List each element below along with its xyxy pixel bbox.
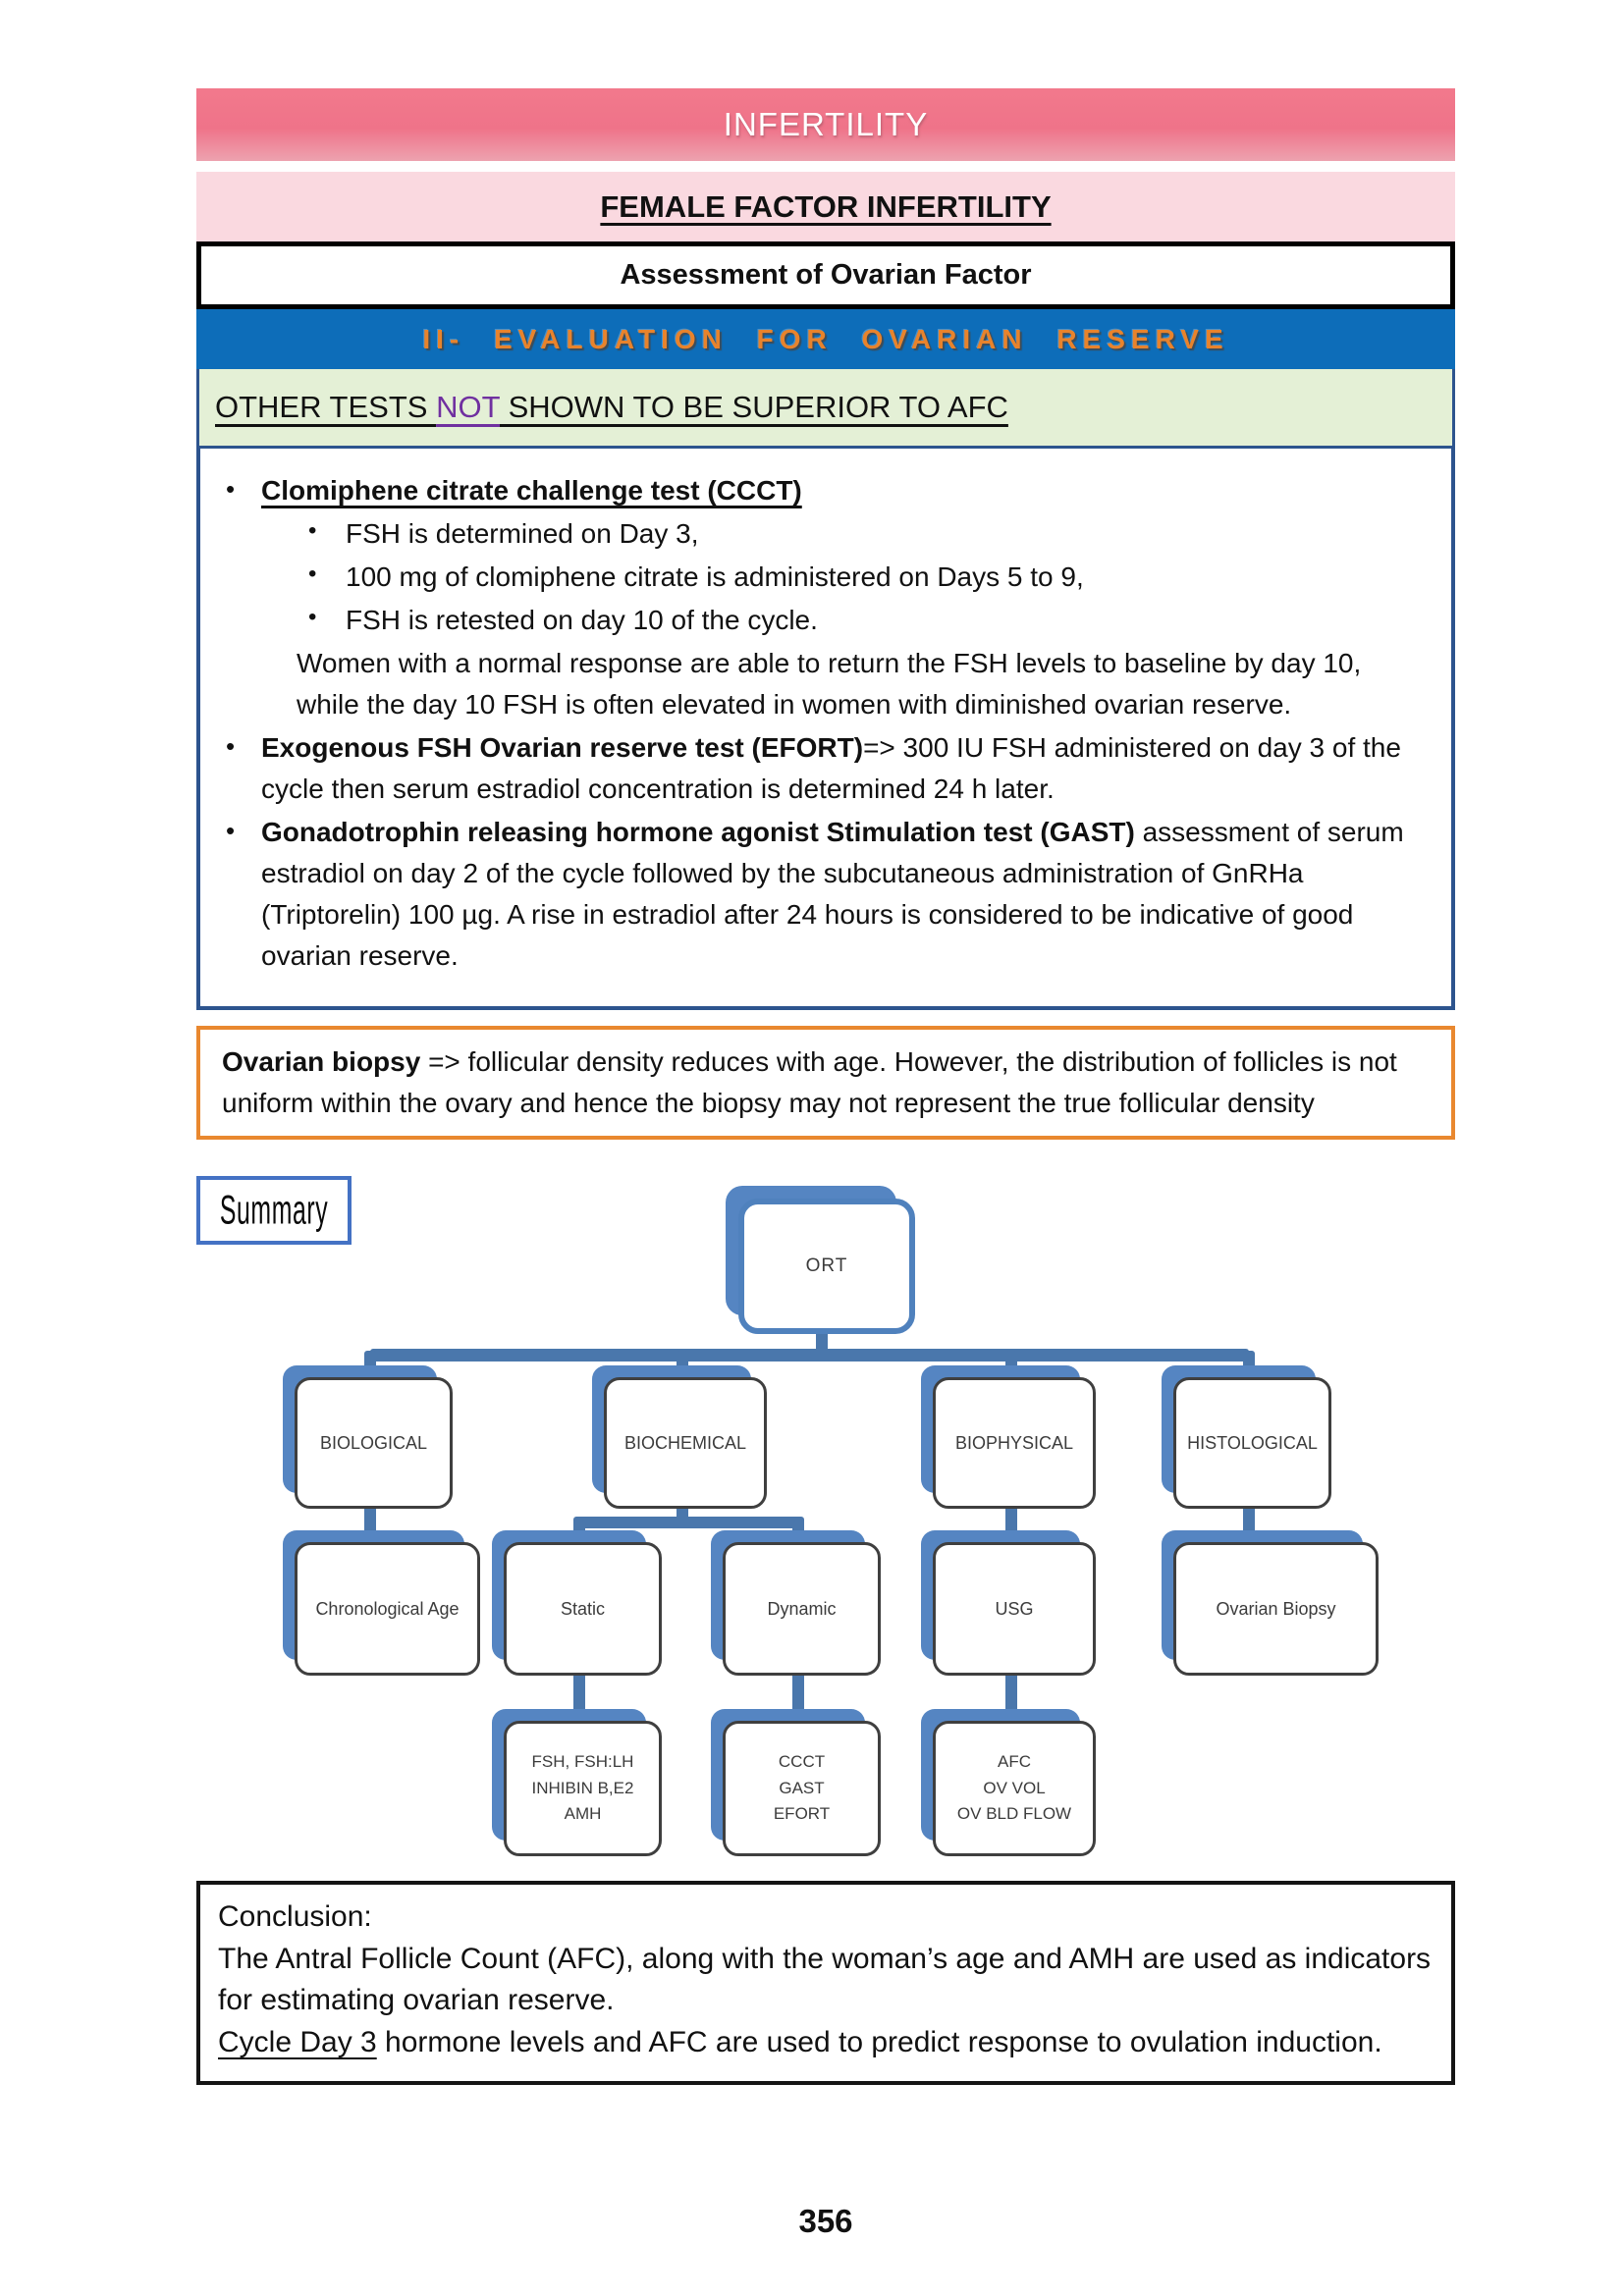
fc-node-usg (933, 1542, 1096, 1676)
connector-biological-drop (364, 1503, 376, 1544)
bullet-icon: • (226, 731, 236, 761)
list-item (226, 727, 1426, 810)
ccct-step: 100 mg of clomiphene citrate is administered on Days 5 to 9, (346, 561, 1084, 592)
connector-stub (677, 1351, 688, 1378)
fc-node-line: OV BLD FLOW (956, 1804, 1072, 1824)
ccct-title: Clomiphene citrate challenge test (CCCT) (261, 475, 802, 506)
list-item (308, 557, 1426, 598)
fc-node-line: FSH, FSH:LH (531, 1752, 634, 1772)
gast-title: Gonadotrophin releasing hormone agonist Stimulation test (GAST) (261, 817, 1135, 847)
fc-node-ovarian-biopsy (1173, 1542, 1379, 1676)
connector-stub (364, 1351, 376, 1378)
conclusion-line (218, 2022, 1434, 2064)
fc-node-static-tests (504, 1721, 662, 1856)
connector-biochemical-bar (573, 1517, 804, 1528)
highlight-not: NOT (436, 390, 500, 424)
page-number: 356 (798, 2203, 853, 2240)
highlight-text (215, 390, 1008, 425)
conclusion-heading: Conclusion: (218, 1900, 372, 1933)
connector-histological-drop (1243, 1503, 1255, 1544)
fc-node-biophysical (933, 1377, 1096, 1509)
conclusion-line: The Antral Follicle Count (AFC), along with the woman’s age and AMH are used as indicators for estimating ovarian reserve. (218, 1942, 1432, 2017)
connector-usg-drop (1005, 1670, 1017, 1721)
biopsy-title: Ovarian biopsy (222, 1046, 421, 1077)
summary-label-box (196, 1176, 352, 1245)
fc-node-line: EFORT (773, 1804, 831, 1824)
chapter-banner (196, 88, 1455, 161)
connector-stub (573, 1521, 585, 1544)
fc-node-line: OV VOL (983, 1778, 1046, 1797)
ccct-step: FSH is determined on Day 3, (346, 518, 699, 549)
conclusion-box (196, 1881, 1455, 2085)
ccct-note: Women with a normal response are able to return the FSH levels to baseline by day 10, while the day 10 FSH is often elevated in women with diminished ovarian reserve. (297, 648, 1362, 720)
fc-node-label: BIOPHYSICAL (954, 1432, 1074, 1453)
fc-node-label: Chronological Age (315, 1598, 460, 1619)
fc-node-usg-tests (933, 1721, 1096, 1856)
fc-node-biological (295, 1377, 453, 1509)
list-item (226, 470, 1426, 511)
connector-stub (1243, 1351, 1255, 1378)
biopsy-desc: => follicular density reduces with age. However, the distribution of follicles is not uniform within the ovary and hence the biopsy may not represent the true follicular density (222, 1046, 1397, 1118)
gast-desc: assessment of serum estradiol on day 2 of the cycle followed by the subcutaneous administration of GnRHa (Triptorelin) 100 µg. A rise in estradiol after 24 hours is considered to be indicative of good ovarian reserve. (261, 817, 1404, 971)
connector-stub (792, 1521, 804, 1544)
ort-summary-diagram (196, 1140, 1455, 1881)
section-title: FEMALE FACTOR INFERTILITY (600, 188, 1052, 224)
fc-node-label: ORT (805, 1255, 848, 1277)
fc-node-label: BIOCHEMICAL (623, 1432, 747, 1453)
fc-node-biochemical (604, 1377, 767, 1509)
subsection-box (196, 241, 1455, 309)
summary-label: Summary (219, 1187, 329, 1233)
ovarian-biopsy-box (196, 1026, 1455, 1140)
conclusion-cycle-day: Cycle Day 3 (218, 2025, 377, 2058)
fc-node-static (504, 1542, 662, 1676)
fc-node-dynamic-tests (723, 1721, 881, 1856)
connector-biophysical-drop (1005, 1503, 1017, 1544)
conclusion-rest: hormone levels and AFC are used to predict response to ovulation induction. (376, 2025, 1382, 2058)
bullet-icon: • (226, 816, 236, 845)
connector-static-drop (573, 1670, 585, 1721)
fc-node-line: AFC (998, 1752, 1031, 1772)
fc-node-label: Static (560, 1598, 606, 1619)
highlight-post: SHOWN TO BE SUPERIOR TO AFC (499, 390, 1008, 424)
efort-title: Exogenous FSH Ovarian reserve test (EFORT) (261, 732, 864, 763)
topic-banner (196, 309, 1455, 369)
fc-node-histological (1173, 1377, 1331, 1509)
list-item (226, 812, 1426, 977)
connector-dynamic-drop (792, 1670, 804, 1721)
fc-node-dynamic (723, 1542, 881, 1676)
fc-node-line: CCCT (778, 1752, 826, 1772)
section-banner (196, 172, 1455, 241)
fc-node-label: Ovarian Biopsy (1216, 1598, 1336, 1619)
bullet-icon: • (308, 517, 317, 544)
fc-node-label: HISTOLOGICAL (1187, 1432, 1318, 1453)
connector-stub (1005, 1351, 1017, 1378)
fc-node-label: Dynamic (767, 1598, 837, 1619)
topic-title: II- EVALUATION FOR OVARIAN RESERVE (422, 323, 1229, 354)
highlight-strip (196, 369, 1455, 449)
bullet-icon: • (308, 604, 317, 630)
efort-desc: => 300 IU FSH administered on day 3 of the cycle then serum estradiol concentration is determined 24 h later. (261, 732, 1401, 804)
list-item (308, 513, 1426, 555)
ccct-step: FSH is retested on day 10 of the cycle. (346, 605, 818, 635)
bullet-icon: • (226, 474, 236, 504)
connector-main-bar (370, 1349, 1249, 1362)
fc-node-line: AMH (564, 1804, 602, 1824)
highlight-pre: OTHER TESTS (215, 390, 437, 424)
fc-node-line: GAST (779, 1778, 825, 1797)
bullet-icon: • (308, 561, 317, 587)
other-tests-box (196, 449, 1455, 1010)
subsection-title: Assessment of Ovarian Factor (620, 259, 1032, 291)
fc-node-label: BIOLOGICAL (319, 1432, 428, 1453)
fc-node-line: INHIBIN B,E2 (531, 1778, 634, 1797)
list-item (308, 600, 1426, 641)
fc-node-chronological-age (295, 1542, 480, 1676)
chapter-title: INFERTILITY (723, 106, 929, 142)
fc-node-ort (738, 1199, 915, 1334)
fc-node-label: USG (995, 1598, 1034, 1619)
